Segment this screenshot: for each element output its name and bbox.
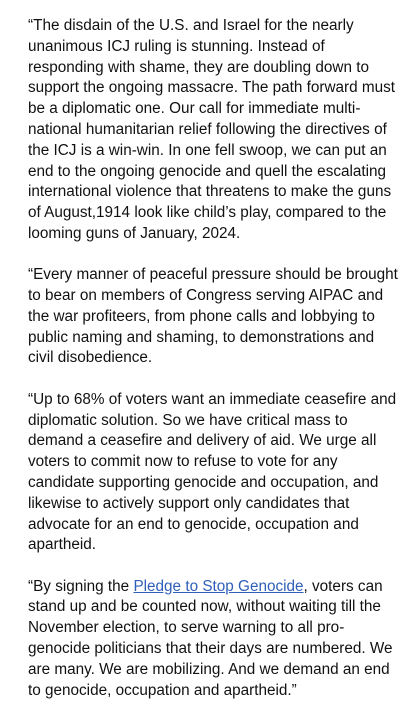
pledge-text-before: “By signing the	[28, 577, 134, 595]
document-body	[28, 16, 403, 701]
paragraph-voters-ceasefire: “Up to 68% of voters want an immediate ceasefire and diplomatic solution. So we have critical mass to demand a ceasefire and delivery of aid. We urge all voters to commit now to refuse to vote for any candidate supporting genocide and occupation, and likewise to actively support only candidates that advocate for an end to genocide, occupation and apartheid.	[28, 390, 397, 554]
pledge-to-stop-genocide-link[interactable]: Pledge to Stop Genocide	[133, 577, 304, 595]
paragraph-pledge	[28, 577, 403, 701]
pledge-text-after: , voters can stand up and be counted now, without waiting till the November election, to serve warning to all pro-genocide politicians that their days are numbered. We are many. We are mobilizing. And we demand an end to genocide, occupation and apartheid.”	[28, 577, 393, 699]
paragraph-icj-ruling: “The disdain of the U.S. and Israel for the nearly unanimous ICJ ruling is stunning. Instead of responding with shame, they are doubling down to support the ongoing massacre. The path forward must be a diplomatic one. Our call for immediate multi-national humanitarian relief following the directives of the ICJ is a win-win. In one fell swoop, we can put an end to the ongoing genocide and quell the escalating international violence that threatens to make the guns of August,1914 look like child’s play, compared to the looming guns of January, 2024.	[28, 17, 396, 242]
paragraph-peaceful-pressure: “Every manner of peaceful pressure should be brought to bear on members of Congress serving AIPAC and the war profiteers, from phone calls and lobbying to public naming and shaming, to demonstrations and civil disobedience.	[28, 266, 398, 367]
